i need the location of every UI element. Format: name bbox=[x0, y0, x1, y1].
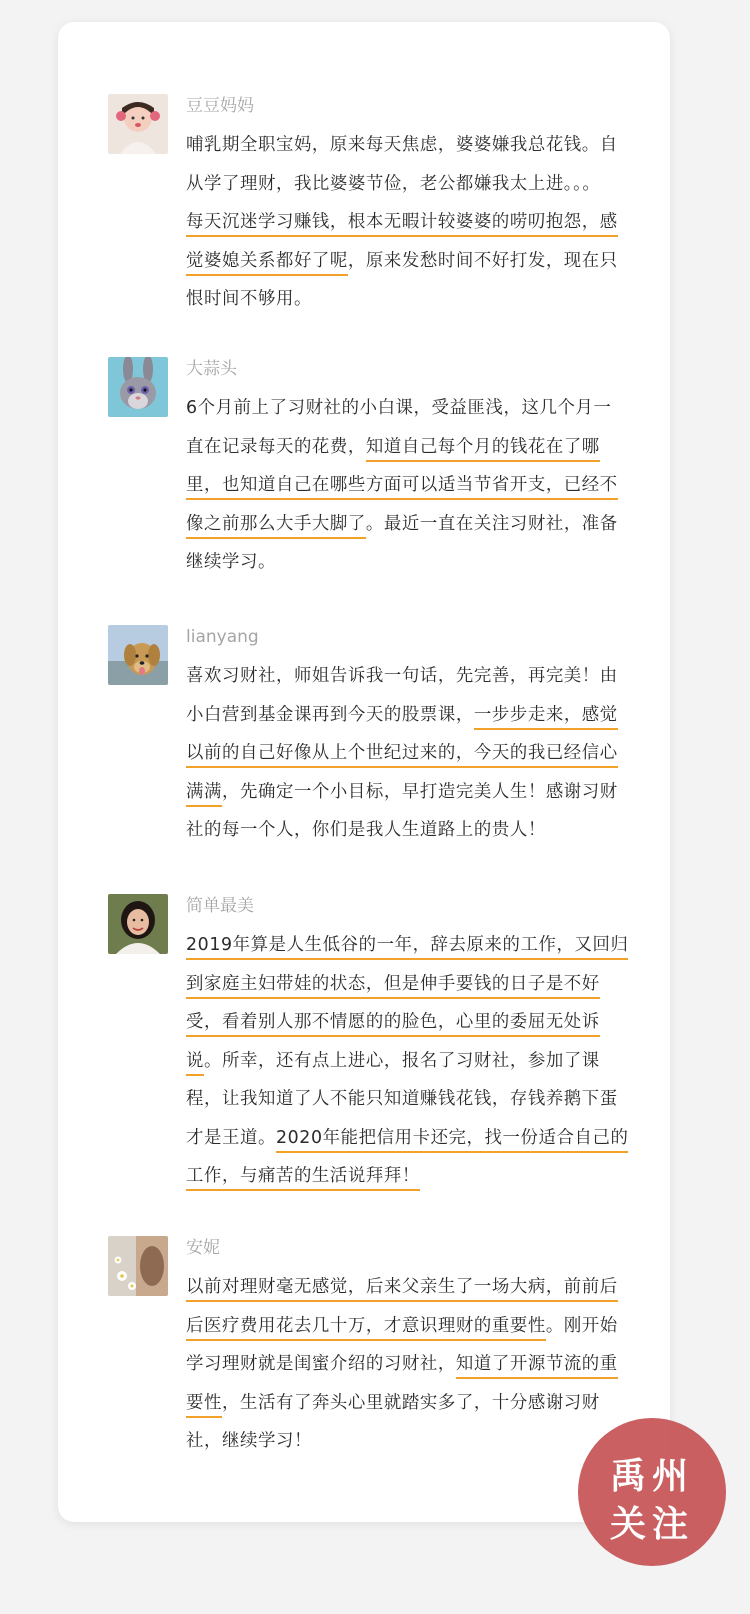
comment-line bbox=[186, 811, 616, 850]
text-segment: 。所幸，还有点上进心，报名了习财社，参加了课 bbox=[204, 1050, 600, 1071]
comment-line bbox=[186, 1080, 616, 1119]
comment-line bbox=[186, 280, 616, 319]
comment-line bbox=[186, 466, 616, 505]
comment-line bbox=[186, 696, 616, 735]
comment-line bbox=[186, 1422, 616, 1461]
comment-text bbox=[186, 1268, 616, 1461]
highlighted-text: 说 bbox=[186, 1051, 204, 1076]
highlighted-text: 知道自己每个月的钱花在了哪 bbox=[366, 437, 600, 462]
text-segment: 喜欢习财社，师姐告诉我一句话，先完善，再完美！由 bbox=[186, 666, 618, 686]
comment-line bbox=[186, 1042, 616, 1081]
text-segment: 。最近一直在关注习财社，准备 bbox=[365, 513, 618, 534]
highlighted-text: 到家庭主妇带娃的状态，但是伸手要钱的日子是不好 bbox=[186, 974, 600, 999]
comment-line bbox=[186, 1003, 616, 1042]
text-segment: 小白营到基金课再到今天的股票课， bbox=[186, 704, 474, 725]
text-segment: ，先确定一个小目标，早打造完美人生！感谢习财 bbox=[221, 781, 618, 802]
comment-line bbox=[186, 1384, 616, 1423]
text-segment: 6个月前上了习财社的小白课，受益匪浅，这几个月一 bbox=[186, 398, 612, 418]
comment-line bbox=[186, 1268, 616, 1307]
highlighted-text: 受，看着别人那不情愿的的脸色，心里的委屈无处诉 bbox=[186, 1012, 600, 1037]
comment-line bbox=[186, 1157, 616, 1196]
comment-line bbox=[186, 242, 616, 281]
comment-line bbox=[186, 1345, 616, 1384]
comment-line bbox=[186, 126, 616, 165]
comment-text bbox=[186, 926, 629, 1196]
commenter-name[interactable]: 安妮 bbox=[186, 1238, 220, 1258]
text-segment: 哺乳期全职宝妈，原来每天焦虑，婆婆嫌我总花钱。自 bbox=[186, 135, 618, 155]
text-segment: 程，让我知道了人不能只知道赚钱花钱，存钱养鹅下蛋 bbox=[186, 1089, 618, 1109]
comment-line bbox=[186, 926, 629, 965]
comment-line bbox=[186, 203, 616, 242]
comment-line bbox=[186, 428, 616, 467]
commenter-name[interactable]: 简单最美 bbox=[186, 896, 254, 916]
highlighted-text: 知道了开源节流的重 bbox=[456, 1354, 618, 1379]
text-segment: ，生活有了奔头心里就踏实多了，十分感谢习财 bbox=[221, 1392, 600, 1413]
text-segment: 社，继续学习！ bbox=[186, 1431, 312, 1451]
highlighted-text: 以前的自己好像从上个世纪过来的，今天的我已经信心 bbox=[186, 743, 618, 768]
comment-line bbox=[186, 165, 616, 204]
text-segment: 恨时间不够用。 bbox=[186, 289, 312, 309]
testimonial-card bbox=[58, 22, 670, 1522]
highlighted-text: 工作，与痛苦的生活说拜拜！ bbox=[186, 1166, 420, 1191]
text-segment: 才是王道。 bbox=[186, 1127, 276, 1148]
comment-line bbox=[186, 389, 616, 428]
highlighted-text: 2020年能把信用卡还完，找一份适合自己的 bbox=[276, 1128, 629, 1153]
comment-line bbox=[186, 1119, 629, 1158]
text-segment: 从学了理财，我比婆婆节俭，老公都嫌我太上进。。。 bbox=[186, 173, 601, 194]
text-segment: 直在记录每天的花费， bbox=[186, 436, 366, 457]
highlighted-text: 里，也知道自己在哪些方面可以适当节省开支，已经不 bbox=[186, 475, 618, 500]
highlighted-text: 觉婆媳关系都好了呢 bbox=[186, 251, 348, 276]
commenter-name[interactable]: 大蒜头 bbox=[186, 359, 237, 379]
comment-line bbox=[186, 734, 616, 773]
cartoon-rabbit-avatar[interactable] bbox=[108, 357, 168, 417]
comment-text bbox=[186, 389, 616, 582]
text-segment: ，原来发愁时间不好打发，现在只 bbox=[347, 250, 618, 271]
highlighted-text: 要性 bbox=[186, 1393, 222, 1418]
highlighted-text: 满满 bbox=[186, 782, 222, 807]
comment-line bbox=[186, 965, 616, 1004]
brand-line-1: 禹州 bbox=[609, 1456, 694, 1497]
brand-line-2: 关注 bbox=[609, 1504, 694, 1545]
golden-dog-avatar[interactable] bbox=[108, 625, 168, 685]
highlighted-text: 2019年算是人生低谷的一年，辞去原来的工作，又回归 bbox=[186, 935, 628, 960]
commenter-name[interactable]: 豆豆妈妈 bbox=[186, 96, 254, 116]
comment-line bbox=[186, 543, 616, 582]
text-segment: 社的每一个人，你们是我人生道路上的贵人！ bbox=[186, 820, 546, 840]
text-segment: 。刚开始 bbox=[545, 1315, 618, 1336]
commenter-name[interactable]: lianyang bbox=[186, 627, 259, 647]
woman-portrait-avatar[interactable] bbox=[108, 894, 168, 954]
child-portrait-avatar[interactable] bbox=[108, 94, 168, 154]
text-segment: 继续学习。 bbox=[186, 552, 276, 572]
highlighted-text: 后医疗费用花去几十万，才意识理财的重要性 bbox=[186, 1316, 546, 1341]
brand-watermark-logo bbox=[578, 1418, 726, 1566]
comment-line bbox=[186, 657, 616, 696]
highlighted-text: 像之前那么大手大脚了 bbox=[186, 514, 366, 539]
comment-line bbox=[186, 505, 616, 544]
flower-photo-avatar[interactable] bbox=[108, 1236, 168, 1296]
text-segment: 学习理财就是闺蜜介绍的习财社， bbox=[186, 1354, 456, 1374]
comment-text bbox=[186, 657, 616, 850]
highlighted-text: 一步步走来，感觉 bbox=[474, 705, 618, 730]
comment-line bbox=[186, 1307, 616, 1346]
comment-text bbox=[186, 126, 616, 319]
comment-line bbox=[186, 773, 616, 812]
highlighted-text: 以前对理财毫无感觉，后来父亲生了一场大病，前前后 bbox=[186, 1277, 618, 1302]
highlighted-text: 每天沉迷学习赚钱，根本无暇计较婆婆的唠叨抱怨，感 bbox=[186, 212, 618, 237]
